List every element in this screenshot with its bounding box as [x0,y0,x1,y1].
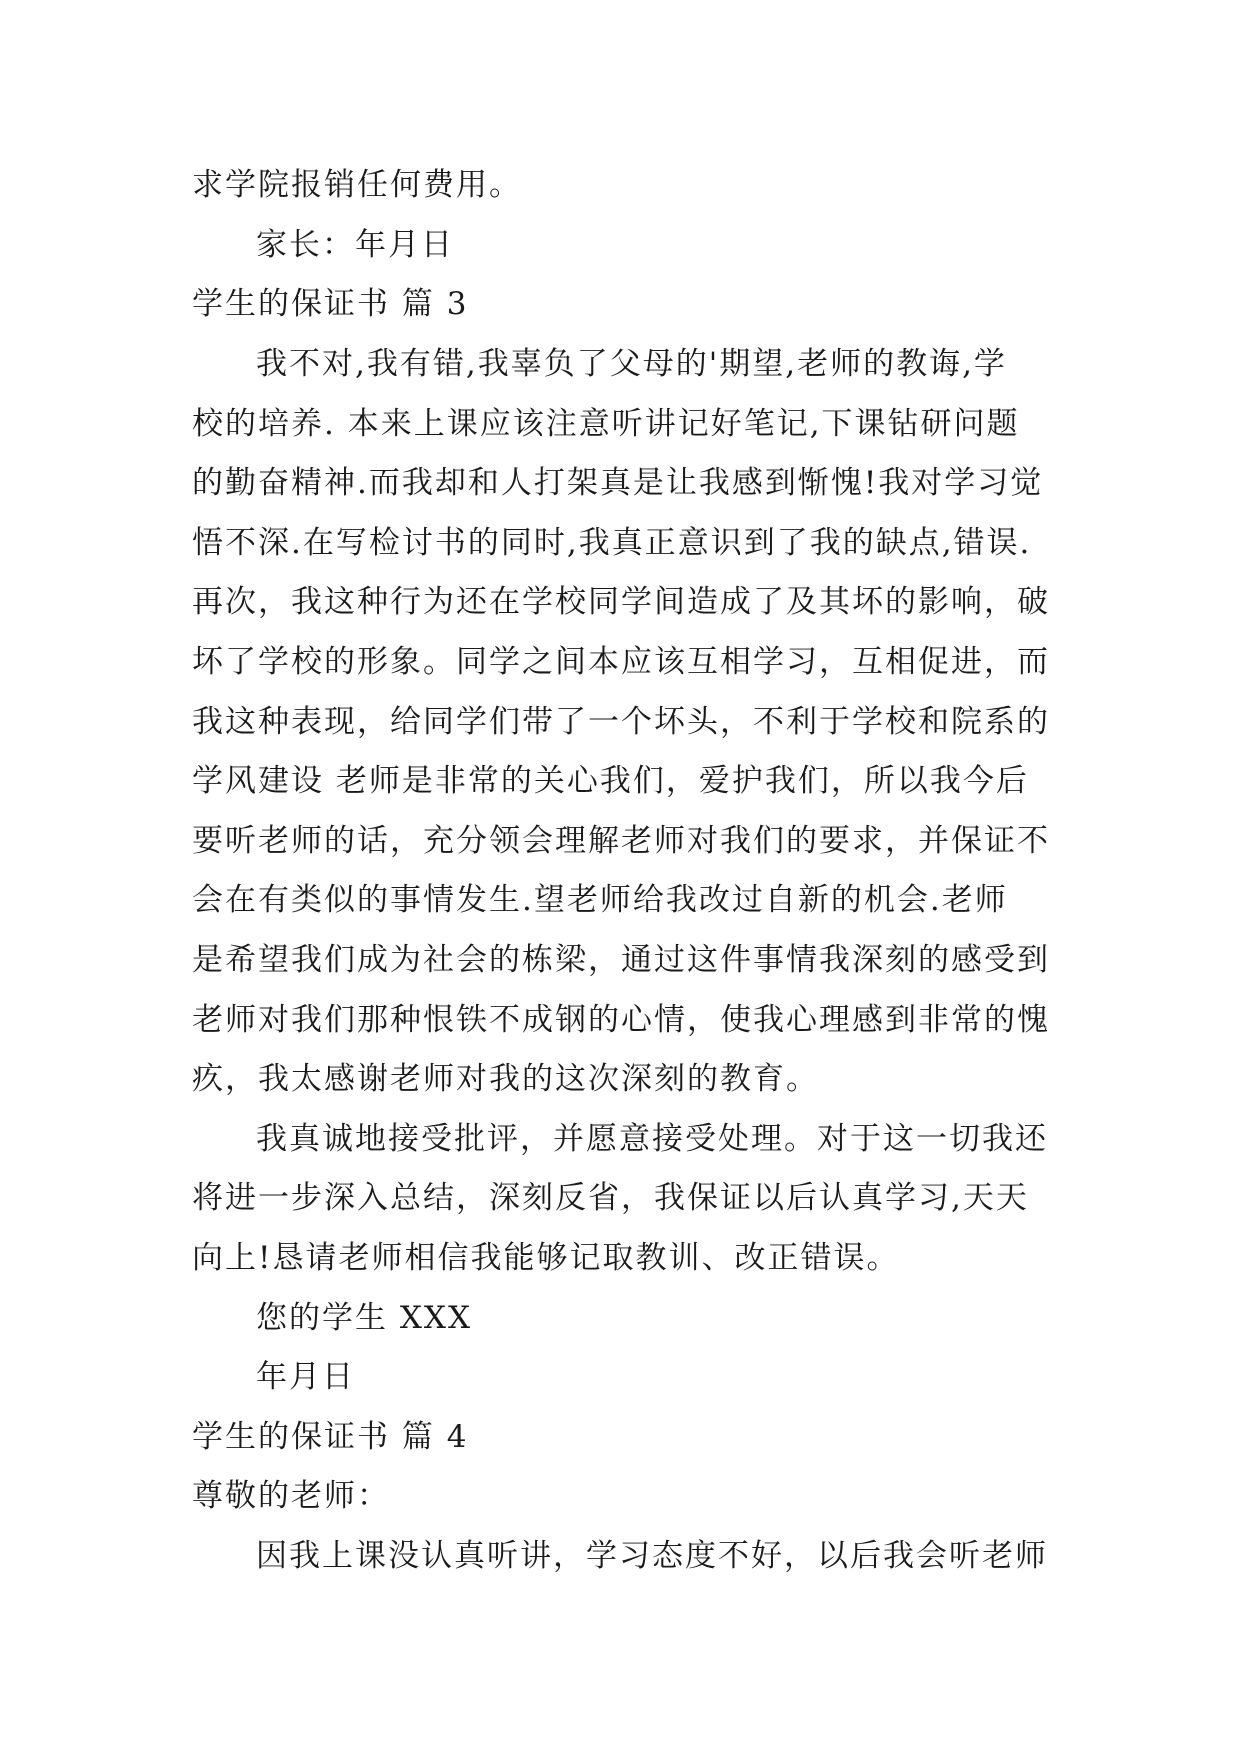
text-line: 坏了学校的形象。同学之间本应该互相学习，互相促进，而 [192,644,1050,680]
text-line: 因我上课没认真听讲，学习态度不好，以后我会听老师 [256,1538,1048,1574]
text-line: 我这种表现，给同学们带了一个坏头，不利于学校和院系的 [192,704,1050,740]
text-line: 是希望我们成为社会的栋梁，通过这件事情我深刻的感受到 [192,942,1050,978]
text-line: 老师对我们那种恨铁不成钢的心情，使我心理感到非常的愧 [192,1002,1050,1038]
text-line: 我真诚地接受批评，并愿意接受处理。对于这一切我还 [256,1121,1048,1157]
text-line: 求学院报销任何费用。 [192,167,522,203]
parent-signature-line: 家长：年月日 [256,227,454,263]
text-line: 将进一步深入总结，深刻反省，我保证以后认真学习,天天 [192,1180,1029,1216]
text-line: 向上!恳请老师相信我能够记取教训、改正错误。 [192,1240,900,1276]
section-heading-3: 学生的保证书 篇 3 [192,286,469,322]
text-line: 的勤奋精神.而我却和人打架真是让我感到惭愧!我对学习觉 [192,465,1044,501]
text-line: 要听老师的话，充分领会理解老师对我们的要求，并保证不 [192,823,1050,859]
salutation-line: 尊敬的老师： [192,1478,390,1514]
text-line: 我不对,我有错,我辜负了父母的'期望,老师的教诲,学 [256,346,1007,382]
text-line: 会在有类似的事情发生.望老师给我改过自新的机会.老师 [192,882,1008,918]
text-line: 疚，我太感谢老师对我的这次深刻的教育。 [192,1061,819,1097]
text-line: 再次，我这种行为还在学校同学间造成了及其坏的影响，破 [192,584,1050,620]
section-heading-4: 学生的保证书 篇 4 [192,1419,469,1455]
date-line: 年月日 [256,1359,355,1395]
text-line: 学风建设 老师是非常的关心我们，爱护我们，所以我今后 [192,763,1029,799]
text-line: 悟不深.在写检讨书的同时,我真正意识到了我的缺点,错误. [192,525,1032,561]
text-line: 校的培养. 本来上课应该注意听讲记好笔记,下课钻研问题 [192,406,1020,442]
student-signature-line: 您的学生 XXX [256,1300,473,1336]
